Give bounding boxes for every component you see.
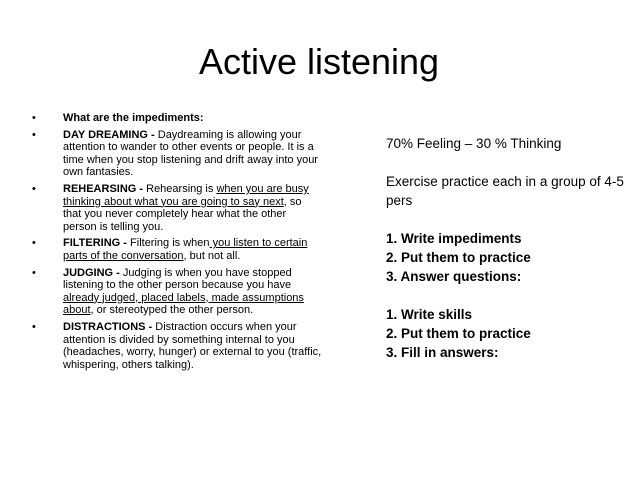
list-item-text: , so that you never completely hear what the other person is telling you. — [63, 195, 302, 233]
step-item: 1. Write skills — [386, 307, 473, 322]
step-item: 3. Fill in answers: — [386, 345, 499, 360]
list-item-text: Filtering is when — [126, 237, 210, 250]
list-item-text: Rehearsing is — [143, 182, 217, 195]
step-item: 1. Write impediments — [386, 231, 522, 246]
list-item-text: , but not all. — [183, 249, 241, 262]
list-item-heading: REHEARSING - — [63, 182, 144, 195]
underlined-text: you listen to certain parts of the conversation — [63, 237, 308, 262]
list-item — [32, 237, 322, 262]
list-item-heading: DISTRACTIONS - — [63, 320, 153, 333]
underlined-text: when you are busy thinking about what you are going to say next — [63, 182, 309, 208]
bullet-icon: • — [32, 112, 36, 124]
list-item-text: Distraction occurs when your attention is divided by something internal to you (headaches, worry, hunger) or external to you (traffic, whispering, others talking). — [63, 320, 322, 371]
list-item-heading: What are the impediments: — [63, 112, 204, 124]
underlined-text: already judged, placed labels, made assumptions about — [63, 291, 304, 317]
list-item-heading: DAY DREAMING - — [63, 128, 155, 141]
list-item-text: Judging is when you have stopped listening to the other person because you have — [63, 266, 292, 292]
list-item-heading: JUDGING - — [63, 266, 120, 279]
bullet-icon: • — [32, 237, 36, 250]
step-item: 2. Put them to practice — [386, 250, 531, 265]
list-item — [32, 267, 322, 317]
exercise-panel — [386, 134, 626, 362]
list-item-text: Daydreaming is allowing your attention to wander to other events or people. It is a time when you stop listening and drift away into your own fantasies. — [63, 128, 318, 179]
bullet-icon: • — [32, 320, 36, 333]
bullet-icon: • — [32, 266, 36, 279]
bullet-icon: • — [32, 128, 36, 141]
list-item — [32, 321, 322, 371]
list-item — [32, 183, 322, 233]
list-item — [32, 112, 322, 125]
slide-title: Active listening — [198, 41, 440, 82]
bullet-icon: • — [32, 182, 36, 195]
list-item-text: , or stereotyped the other person. — [90, 304, 254, 317]
impediments-list — [32, 112, 322, 375]
step-item: 3. Answer questions: — [386, 269, 522, 284]
exercise-instructions: Exercise practice each in a group of 4-5 pers — [386, 174, 624, 208]
feeling-thinking-ratio: 70% Feeling – 30 % Thinking — [386, 136, 562, 151]
step-item: 2. Put them to practice — [386, 326, 531, 341]
list-item — [32, 129, 322, 179]
list-item-heading: FILTERING - — [63, 237, 127, 250]
